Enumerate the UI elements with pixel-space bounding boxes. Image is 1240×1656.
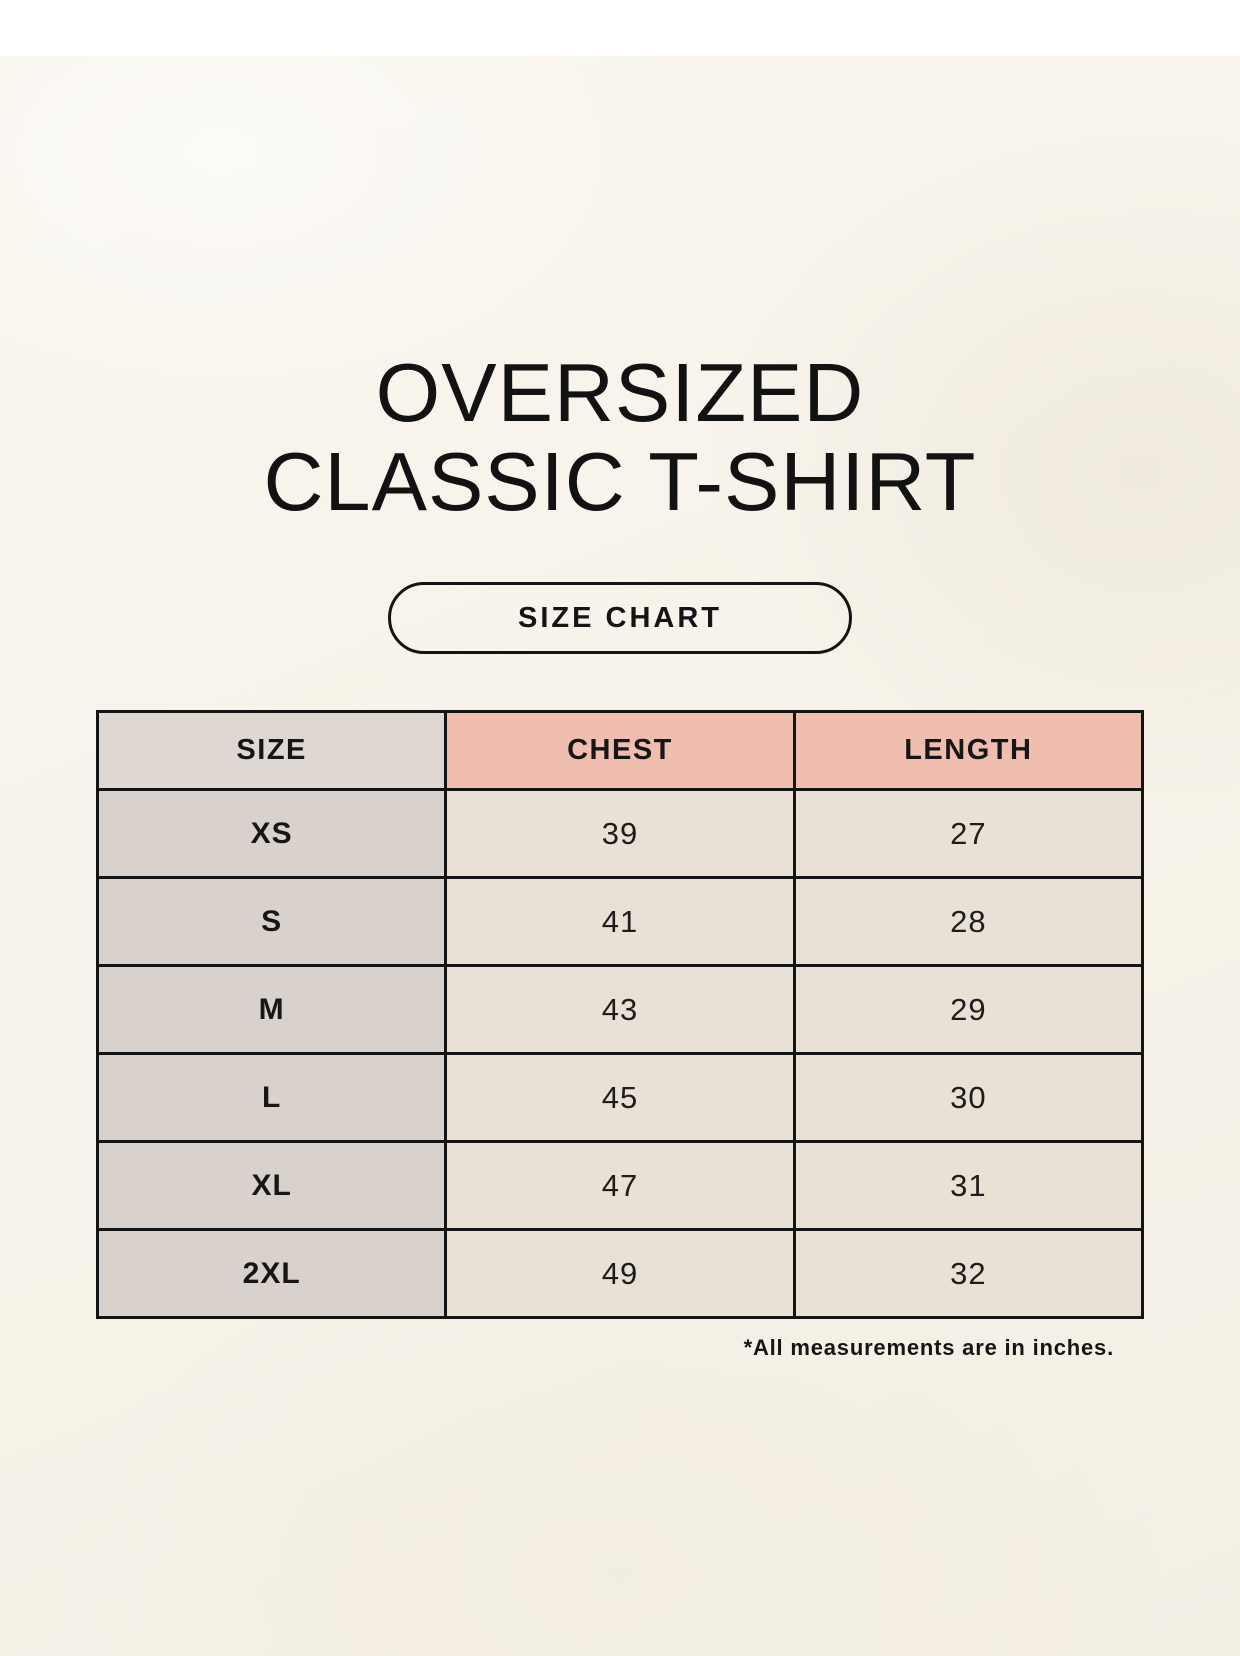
product-title <box>0 56 1240 527</box>
size-cell: M <box>98 966 446 1054</box>
table-row <box>98 878 1143 966</box>
length-cell: 29 <box>794 966 1142 1054</box>
size-cell: S <box>98 878 446 966</box>
product-title-line2: CLASSIC T-SHIRT <box>263 435 977 529</box>
table-row <box>98 1054 1143 1142</box>
size-chart-table <box>96 710 1144 1319</box>
chest-cell: 43 <box>446 966 794 1054</box>
length-cell: 31 <box>794 1142 1142 1230</box>
size-cell: 2XL <box>98 1230 446 1318</box>
product-title-line1: OVERSIZED <box>375 345 865 439</box>
measurements-footnote: *All measurements are in inches. <box>743 1335 1114 1361</box>
table-row <box>98 1142 1143 1230</box>
column-header-size: SIZE <box>98 712 446 790</box>
table-row <box>98 1230 1143 1318</box>
table-row <box>98 966 1143 1054</box>
chest-cell: 45 <box>446 1054 794 1142</box>
page-background <box>0 56 1240 1656</box>
chest-cell: 49 <box>446 1230 794 1318</box>
chest-cell: 39 <box>446 790 794 878</box>
length-cell: 32 <box>794 1230 1142 1318</box>
size-cell: XS <box>98 790 446 878</box>
table-header-row <box>98 712 1143 790</box>
size-cell: XL <box>98 1142 446 1230</box>
length-cell: 27 <box>794 790 1142 878</box>
column-header-chest: CHEST <box>446 712 794 790</box>
length-cell: 28 <box>794 878 1142 966</box>
size-chart-button[interactable]: SIZE CHART <box>388 582 852 654</box>
size-cell: L <box>98 1054 446 1142</box>
length-cell: 30 <box>794 1054 1142 1142</box>
column-header-length: LENGTH <box>794 712 1142 790</box>
chest-cell: 47 <box>446 1142 794 1230</box>
chest-cell: 41 <box>446 878 794 966</box>
table-row <box>98 790 1143 878</box>
